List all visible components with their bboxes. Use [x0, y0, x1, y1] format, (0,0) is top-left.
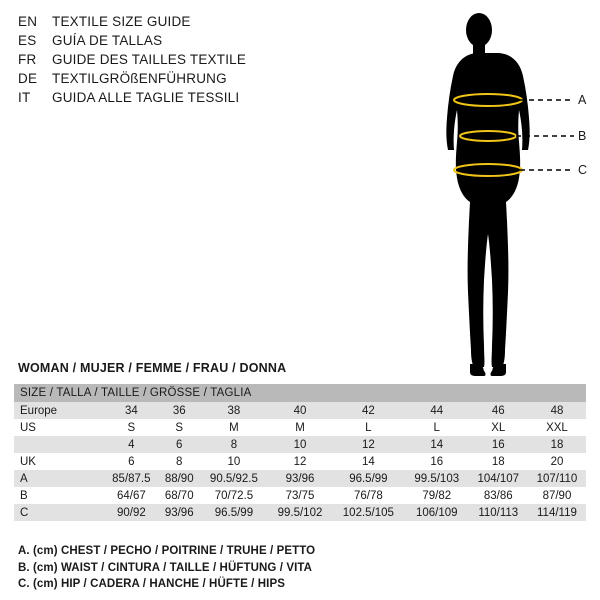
cell: 10: [200, 453, 268, 470]
language-title: TEXTILGRÖßENFÜHRUNG: [52, 71, 227, 86]
cell: 42: [332, 402, 405, 419]
measurement-notes: [18, 543, 578, 593]
cell: 70/72.5: [200, 487, 268, 504]
cell: 20: [528, 453, 586, 470]
language-row: [18, 14, 438, 33]
cell: 8: [200, 436, 268, 453]
language-title: GUÍA DE TALLAS: [52, 33, 163, 48]
silhouette-icon: [412, 6, 592, 378]
cell: 14: [405, 436, 469, 453]
cell: 114/119: [528, 504, 586, 521]
row-label: UK: [14, 453, 104, 470]
language-row: [18, 71, 438, 90]
cell: L: [405, 419, 469, 436]
cell: 48: [528, 402, 586, 419]
cell: 104/107: [469, 470, 528, 487]
row-label: [14, 436, 104, 453]
cell: 93/96: [268, 470, 332, 487]
female-silhouette-figure: [412, 6, 592, 378]
cell: XXL: [528, 419, 586, 436]
row-label: A: [14, 470, 104, 487]
cell: 79/82: [405, 487, 469, 504]
language-title: GUIDA ALLE TAGLIE TESSILI: [52, 90, 240, 105]
cell: 34: [104, 402, 159, 419]
cell: 90/92: [104, 504, 159, 521]
language-title: TEXTILE SIZE GUIDE: [52, 14, 191, 29]
table-row: [14, 453, 586, 470]
table-row: [14, 402, 586, 419]
cell: 83/86: [469, 487, 528, 504]
language-code: FR: [18, 52, 37, 67]
section-title-woman: WOMAN / MUJER / FEMME / FRAU / DONNA: [18, 361, 287, 375]
cell: L: [332, 419, 405, 436]
cell: 44: [405, 402, 469, 419]
cell: 12: [268, 453, 332, 470]
cell: 10: [268, 436, 332, 453]
cell: S: [159, 419, 200, 436]
cell: 90.5/92.5: [200, 470, 268, 487]
cell: 99.5/102: [268, 504, 332, 521]
cell: 106/109: [405, 504, 469, 521]
table-header-row: [14, 384, 586, 402]
cell: 87/90: [528, 487, 586, 504]
measure-marker-b: B: [578, 129, 587, 143]
row-label: B: [14, 487, 104, 504]
size-table: [14, 384, 586, 521]
size-table-container: [14, 384, 586, 521]
cell: 107/110: [528, 470, 586, 487]
language-code: IT: [18, 90, 31, 105]
cell: 18: [469, 453, 528, 470]
cell: 102.5/105: [332, 504, 405, 521]
cell: 14: [332, 453, 405, 470]
table-row: [14, 419, 586, 436]
cell: 36: [159, 402, 200, 419]
table-header-label: SIZE / TALLA / TAILLE / GRÖSSE / TAGLIA: [14, 384, 586, 402]
language-title: GUIDE DES TAILLES TEXTILE: [52, 52, 247, 67]
language-title-list: [18, 14, 438, 109]
language-code: DE: [18, 71, 38, 86]
cell: M: [200, 419, 268, 436]
row-label: Europe: [14, 402, 104, 419]
cell: 99.5/103: [405, 470, 469, 487]
cell: 85/87.5: [104, 470, 159, 487]
note-chest: A. (cm) CHEST / PECHO / POITRINE / TRUHE / PETTO: [18, 545, 316, 557]
language-code: EN: [18, 14, 38, 29]
cell: 16: [469, 436, 528, 453]
cell: 93/96: [159, 504, 200, 521]
cell: 38: [200, 402, 268, 419]
cell: 18: [528, 436, 586, 453]
row-label: US: [14, 419, 104, 436]
cell: 16: [405, 453, 469, 470]
cell: 4: [104, 436, 159, 453]
language-row: [18, 33, 438, 52]
table-row: [14, 470, 586, 487]
cell: S: [104, 419, 159, 436]
cell: 12: [332, 436, 405, 453]
cell: 8: [159, 453, 200, 470]
cell: 110/113: [469, 504, 528, 521]
language-row: [18, 52, 438, 71]
cell: M: [268, 419, 332, 436]
language-code: ES: [18, 33, 37, 48]
table-row: [14, 504, 586, 521]
cell: 76/78: [332, 487, 405, 504]
cell: 64/67: [104, 487, 159, 504]
cell: XL: [469, 419, 528, 436]
cell: 6: [159, 436, 200, 453]
note-waist: B. (cm) WAIST / CINTURA / TAILLE / HÜFTUNG / VITA: [18, 561, 313, 574]
language-row: [18, 90, 438, 109]
cell: 46: [469, 402, 528, 419]
cell: 6: [104, 453, 159, 470]
measure-marker-a: A: [578, 93, 587, 107]
measure-marker-c: C: [578, 163, 588, 177]
cell: 73/75: [268, 487, 332, 504]
cell: 96.5/99: [200, 504, 268, 521]
cell: 40: [268, 402, 332, 419]
cell: 68/70: [159, 487, 200, 504]
cell: 96.5/99: [332, 470, 405, 487]
note-hip: C. (cm) HIP / CADERA / HANCHE / HÜFTE / HIPS: [18, 578, 286, 590]
table-row: [14, 487, 586, 504]
table-row: [14, 436, 586, 453]
row-label: C: [14, 504, 104, 521]
cell: 88/90: [159, 470, 200, 487]
